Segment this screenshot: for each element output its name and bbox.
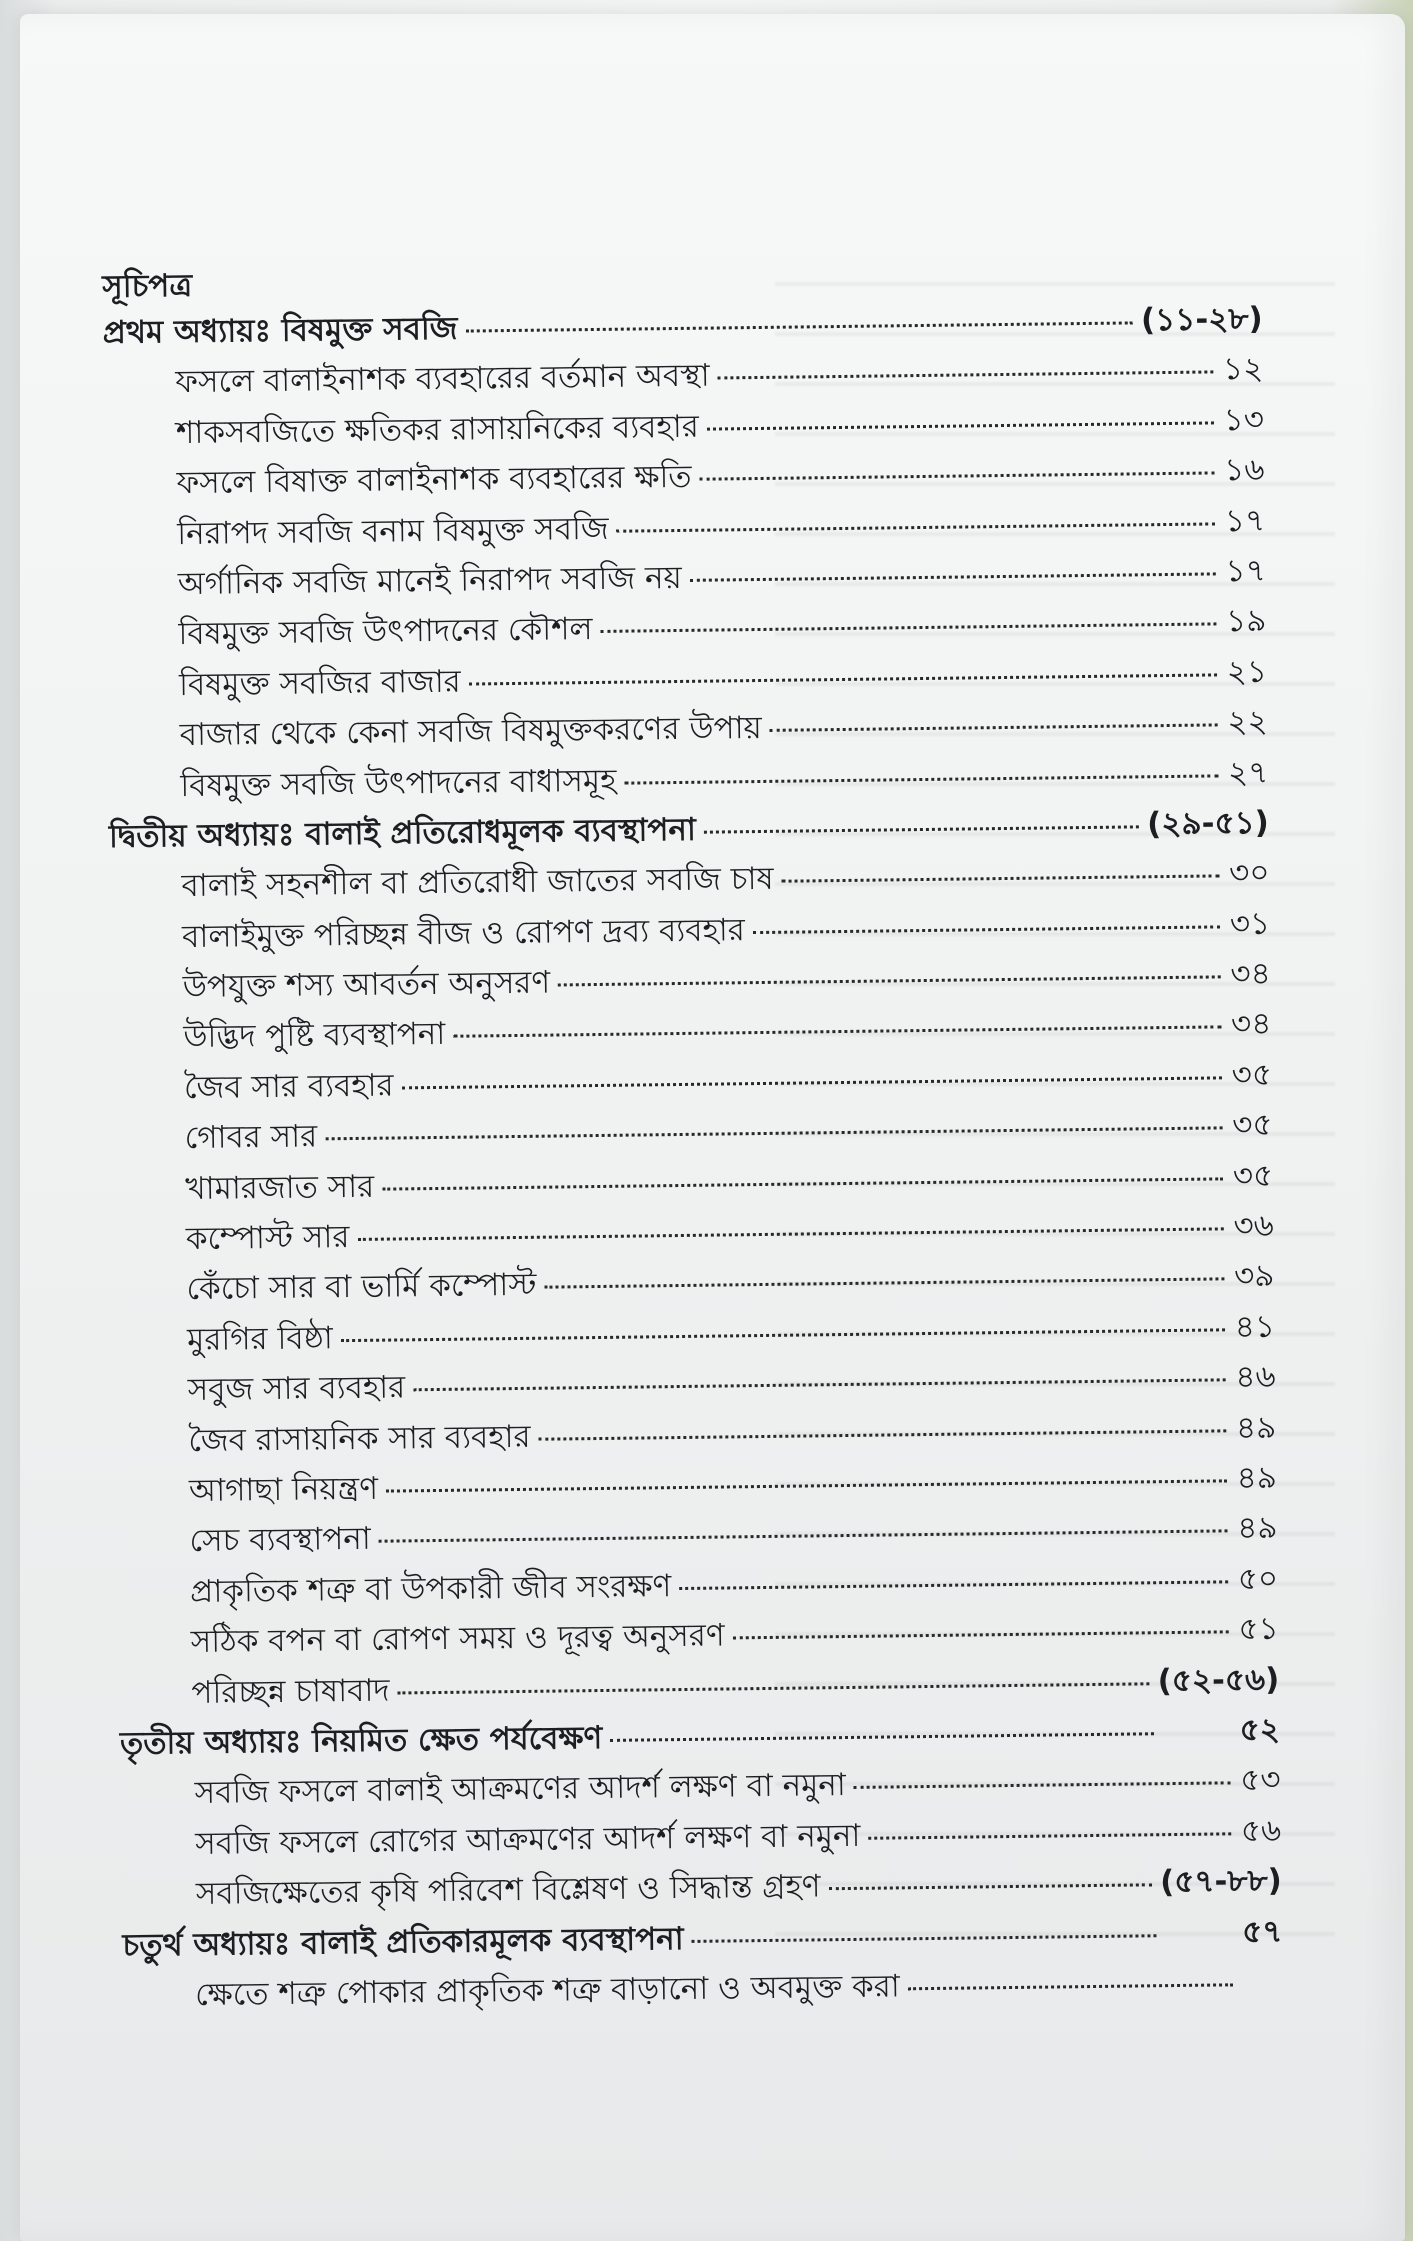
toc-entry-title: পরিচ্ছন্ন চাষাবাদ xyxy=(191,1672,390,1711)
dot-leader xyxy=(544,1278,1224,1289)
book-page xyxy=(20,14,1405,2241)
toc-entry-title: সবুজ সার ব্যবহার xyxy=(187,1369,406,1409)
toc-entry-title: তৃতীয় অধ্যায়ঃ নিয়মিত ক্ষেত পর্যবেক্ষণ xyxy=(119,1719,603,1762)
toc-page-number: ৩৯ xyxy=(1233,1258,1275,1295)
toc-page-number: ৫৩ xyxy=(1240,1762,1281,1799)
toc-page-number: ২৭ xyxy=(1227,754,1269,791)
toc-entry-title: শাকসবজিতে ক্ষতিকর রাসায়নিকের ব্যবহার xyxy=(175,408,699,451)
toc-entry-title: সবজি ফসলে বালাই আক্রমণের আদর্শ লক্ষণ বা নমুনা xyxy=(194,1767,847,1812)
toc-entry-title: ক্ষেতে শত্রু পোকার প্রাকৃতিক শত্রু বাড়ানো ও অবমুক্ত করা xyxy=(194,1968,900,2013)
dot-leader xyxy=(679,1580,1228,1590)
toc-entry-title: দ্বিতীয় অধ্যায়ঃ বালাই প্রতিরোধমূলক ব্যবস্থাপনা xyxy=(108,811,697,855)
toc-page-number: ৫৭ xyxy=(1241,1913,1283,1950)
toc-entry-title: খামারজাত সার xyxy=(185,1168,375,1207)
toc-entry-title: সঠিক বপন বা রোপণ সময় ও দূরত্ব অনুসরণ xyxy=(190,1617,725,1661)
dot-leader xyxy=(704,825,1139,833)
toc-page-number: ৪৯ xyxy=(1236,1459,1278,1497)
toc-page-number: (১১-২৮) xyxy=(1140,300,1263,339)
toc-entry-title: সবজি ফসলে রোগের আক্রমণের আদর্শ লক্ষণ বা নমুনা xyxy=(195,1817,861,1862)
toc-page-number: ১৭ xyxy=(1224,502,1266,539)
dot-leader xyxy=(624,774,1218,784)
dot-leader xyxy=(692,1934,1157,1943)
toc-entries xyxy=(102,294,1283,2021)
toc-heading: সূচিপত্র xyxy=(102,267,193,305)
toc-page-number: ৩৫ xyxy=(1231,1056,1273,1094)
toc-page-number: ৫২ xyxy=(1239,1711,1281,1749)
toc-page-number: ১৬ xyxy=(1224,451,1265,489)
dot-leader xyxy=(453,1026,1221,1038)
toc-page-number: ৩৪ xyxy=(1230,1006,1272,1043)
toc-entry-title: বিষমুক্ত সবজি উৎপাদনের বাধাসমূহ xyxy=(180,762,617,804)
toc-entry-title: উদ্ভিদ পুষ্টি ব্যবস্থাপনা xyxy=(183,1016,446,1056)
dot-leader xyxy=(610,1732,1154,1742)
toc-page-number: ৫০ xyxy=(1237,1560,1279,1597)
toc-page-number: ৩৬ xyxy=(1233,1207,1275,1245)
toc-page-number: ৩৪ xyxy=(1230,955,1271,993)
toc-entry-title: প্রথম অধ্যায়ঃ বিষমুক্ত সবজি xyxy=(102,310,458,351)
toc-entry-title: বালাই সহনশীল বা প্রতিরোধী জাতের সবজি চাষ xyxy=(181,861,774,905)
toc-entry-title: কেঁচো সার বা ভার্মি কম্পোস্ট xyxy=(186,1267,537,1308)
dot-leader xyxy=(718,371,1214,380)
dot-leader xyxy=(601,623,1217,634)
toc-entry-title: কম্পোস্ট সার xyxy=(185,1219,350,1258)
toc-page-number: ২২ xyxy=(1227,703,1268,741)
toc-page-number: ৫৬ xyxy=(1240,1812,1282,1849)
toc-page-number: ৫১ xyxy=(1238,1610,1279,1648)
toc-page-number: ৩১ xyxy=(1229,905,1271,942)
dot-leader xyxy=(469,673,1217,685)
dot-leader xyxy=(753,925,1220,934)
toc-page-number: ৩০ xyxy=(1228,855,1270,892)
toc-entry-title: সেচ ব্যবস্থাপনা xyxy=(189,1521,371,1560)
dot-leader xyxy=(465,321,1133,332)
toc-entry-title: বালাইমুক্ত পরিচ্ছন্ন বীজ ও রোপণ দ্রব্য ব্যবহার xyxy=(181,911,746,955)
dot-leader xyxy=(325,1127,1222,1141)
toc-page-number: (৫২-৫৬) xyxy=(1157,1661,1280,1699)
table-of-contents xyxy=(102,254,1283,2021)
dot-leader xyxy=(413,1379,1225,1392)
dot-leader xyxy=(868,1832,1231,1839)
toc-entry-title: নিরাপদ সবজি বনাম বিষমুক্ত সবজি xyxy=(177,510,609,552)
toc-page-number: ৪৯ xyxy=(1235,1409,1277,1446)
dot-leader xyxy=(733,1630,1229,1639)
dot-leader xyxy=(690,572,1216,581)
toc-entry-title: সবজিক্ষেতের কৃষি পরিবেশ বিশ্লেষণ ও সিদ্ধান্ত গ্রহণ xyxy=(195,1868,821,1913)
toc-entry-title: বাজার থেকে কেনা সবজি বিষমুক্তকরণের উপায় xyxy=(179,710,763,754)
dot-leader xyxy=(558,975,1221,986)
toc-entry-title: ফসলে বিষাক্ত বালাইনাশক ব্যবহারের ক্ষতি xyxy=(176,458,692,502)
dot-leader xyxy=(908,1983,1233,1990)
toc-entry-title: প্রাকৃতিক শত্রু বা উপকারী জীব সংরক্ষণ xyxy=(189,1567,672,1610)
toc-entry-title: ফসলে বালাইনাশক ব্যবহারের বর্তমান অবস্থা xyxy=(175,357,710,401)
toc-entry-title: চতুর্থ অধ্যায়ঃ বালাই প্রতিকারমূলক ব্যবস্থাপনা xyxy=(122,1920,684,1964)
toc-page-number: (৫৭-৮৮) xyxy=(1159,1862,1283,1901)
toc-page-number: ৩৫ xyxy=(1232,1157,1274,1194)
toc-page-number: ১৩ xyxy=(1223,401,1265,439)
toc-page-number: ৪৬ xyxy=(1235,1358,1276,1396)
toc-entry-title: জৈব রাসায়নিক সার ব্যবহার xyxy=(188,1418,531,1459)
dot-leader xyxy=(402,1076,1222,1089)
dot-leader xyxy=(386,1479,1227,1492)
dot-leader xyxy=(341,1328,1225,1342)
dot-leader xyxy=(770,724,1218,732)
toc-entry-title: আগাছা নিয়ন্ত্রণ xyxy=(188,1470,379,1510)
dot-leader xyxy=(398,1682,1150,1694)
toc-page-number: ১২ xyxy=(1222,351,1264,388)
toc-page-number: (২৯-৫১) xyxy=(1146,804,1270,843)
toc-page-number: ২১ xyxy=(1226,653,1268,691)
dot-leader xyxy=(382,1177,1223,1190)
toc-entry-title: মুরগির বিষ্ঠা xyxy=(186,1320,333,1358)
dot-leader xyxy=(707,421,1214,430)
dot-leader xyxy=(700,472,1215,481)
toc-entry-title: বিষমুক্ত সবজি উৎপাদনের কৌশল xyxy=(178,611,593,653)
toc-entry-title: গোবর সার xyxy=(184,1118,318,1157)
dot-leader xyxy=(617,522,1216,532)
toc-page-number: ৪৯ xyxy=(1237,1510,1278,1547)
toc-page-number: ৩৫ xyxy=(1232,1107,1273,1144)
toc-entry-title: জৈব সার ব্যবহার xyxy=(183,1067,394,1106)
toc-page-number: ১৯ xyxy=(1225,603,1267,640)
toc-page-number: ১৭ xyxy=(1225,552,1267,590)
dot-leader xyxy=(854,1782,1231,1790)
toc-entry-title: উপযুক্ত শস্য আবর্তন অনুসরণ xyxy=(182,964,551,1006)
dot-leader xyxy=(379,1530,1228,1543)
toc-page-number xyxy=(1241,1992,1283,1993)
dot-leader xyxy=(539,1429,1227,1440)
toc-entry-title: বিষমুক্ত সবজির বাজার xyxy=(178,663,461,703)
dot-leader xyxy=(782,875,1220,883)
dot-leader xyxy=(828,1883,1152,1890)
toc-page-number: ৪১ xyxy=(1234,1308,1276,1346)
dot-leader xyxy=(357,1227,1223,1241)
toc-entry-title: অর্গানিক সবজি মানেই নিরাপদ সবজি নয় xyxy=(177,559,683,603)
